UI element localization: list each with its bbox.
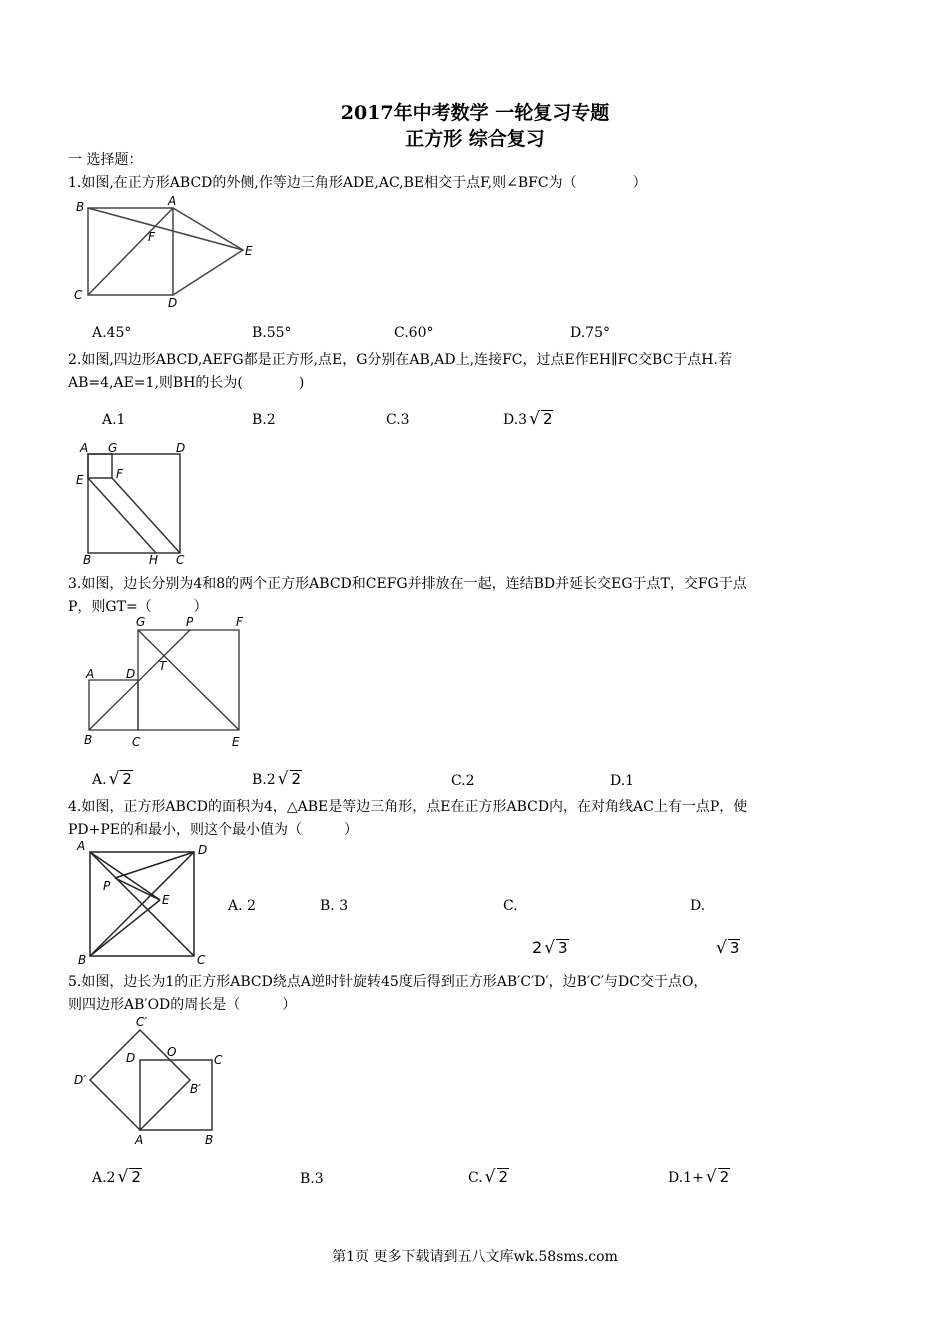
q1-label-e: E <box>245 244 253 258</box>
question-3-option-b[interactable] <box>252 766 302 789</box>
question-3-figure <box>72 612 257 752</box>
sqrt-sign-icon: √ <box>108 769 120 789</box>
q3-line-ge <box>138 630 239 730</box>
q3-label-g: G <box>136 615 146 629</box>
question-3-option-d[interactable]: D.1 <box>610 773 635 789</box>
question-3-stem-line-2: P，则GT=（ ） <box>68 599 208 615</box>
question-4-option-c-coefficient: 2 <box>532 938 543 957</box>
q5-label-c-prime: C′ <box>136 1015 148 1029</box>
question-5-option-d-label: D.1+ <box>668 1170 704 1186</box>
question-5-stem-line-1: 5.如图，边长为1的正方形ABCD绕点A逆时针旋转45度后得到正方形AB′C′D′，边B′C′与DC交于点O， <box>68 974 708 990</box>
question-4-figure <box>70 838 220 966</box>
sqrt-sign-icon: √ <box>277 769 289 789</box>
question-3-option-a[interactable] <box>92 766 133 789</box>
q1-label-c: C <box>74 288 83 302</box>
question-1-figure <box>68 195 268 310</box>
sqrt-sign-icon: √ <box>484 1167 496 1187</box>
question-5-stem-line-2: 则四边形AB′OD的周长是（ ） <box>68 997 297 1013</box>
sqrt-sign-icon: √ <box>705 1167 717 1187</box>
question-1-option-d[interactable]: D.75° <box>570 325 610 341</box>
sqrt-sign-icon: √ <box>544 938 556 958</box>
question-1-option-a[interactable]: A.45° <box>92 325 132 341</box>
question-2-figure <box>70 440 200 565</box>
question-5-option-d[interactable] <box>668 1164 730 1187</box>
question-4-option-b[interactable]: B. 3 <box>320 898 349 914</box>
q4-label-c: C <box>197 953 206 966</box>
q4-label-a: A <box>77 839 86 853</box>
question-5-option-d-radicand: 2 <box>719 1168 730 1186</box>
q4-label-p: P <box>103 879 111 893</box>
q4-label-e: E <box>162 893 170 907</box>
sqrt-sign-icon: √ <box>716 938 727 958</box>
question-2-option-d-radicand: 2 <box>542 410 553 428</box>
page-footer: 第1页 更多下载请到五八文库wk.58sms.com <box>332 1249 618 1265</box>
question-1-option-b[interactable]: B.55° <box>252 325 292 341</box>
q1-label-f: F <box>148 230 155 244</box>
q1-label-b: B <box>76 200 85 214</box>
q5-label-b: B <box>205 1133 214 1147</box>
question-4-option-c-value[interactable] <box>532 938 569 958</box>
q2-label-b: B <box>83 553 92 565</box>
question-2-option-b[interactable]: B.2 <box>252 412 276 428</box>
q1-label-d: D <box>168 296 178 310</box>
q5-label-c: C <box>214 1053 223 1067</box>
question-3-stem-line-1: 3.如图，边长分别为4和8的两个正方形ABCD和CEFG并排放在一起，连结BD并延长交EG于点T，交FG于点 <box>68 576 747 592</box>
q2-label-d: D <box>176 441 186 455</box>
q1-line-ac <box>88 208 173 295</box>
page-subtitle: 正方形 综合复习 <box>405 128 545 150</box>
question-3-option-c[interactable]: C.2 <box>451 773 475 789</box>
q4-label-b: B <box>78 953 87 966</box>
q2-label-h: H <box>149 553 159 565</box>
question-1-option-c[interactable]: C.60° <box>394 325 434 341</box>
q3-label-c: C <box>132 735 141 749</box>
question-2-option-c[interactable]: C.3 <box>386 412 410 428</box>
question-4-option-d-value[interactable] <box>714 938 740 958</box>
question-1-stem: 1.如图,在正方形ABCD的外侧,作等边三角形ADE,AC,BE相交于点F,则∠BFC为（ ） <box>68 175 647 191</box>
q4-line-pe <box>115 878 160 900</box>
q3-label-f: F <box>236 615 243 629</box>
question-2-option-a[interactable]: A.1 <box>102 412 126 428</box>
q3-label-e: E <box>232 735 240 749</box>
question-2-stem-line-2: AB=4,AE=1,则BH的长为( ) <box>68 375 305 391</box>
q1-label-a: A <box>168 195 177 208</box>
question-5-figure <box>72 1010 232 1148</box>
q2-label-a: A <box>80 441 89 455</box>
question-5-option-a-radicand: 2 <box>131 1168 141 1186</box>
question-3-option-b-radicand: 2 <box>291 770 302 788</box>
q2-label-e: E <box>76 473 84 487</box>
question-5-option-c[interactable] <box>468 1164 509 1187</box>
q3-label-d: D <box>126 667 136 681</box>
question-5-option-a-label: A.2 <box>92 1170 116 1186</box>
q3-label-t: T <box>159 659 167 673</box>
question-4-option-d[interactable]: D. <box>690 898 706 914</box>
q1-triangle-sides <box>173 208 243 295</box>
question-5-option-b[interactable]: B.3 <box>300 1171 324 1187</box>
q2-label-f: F <box>116 467 123 481</box>
q4-line-be <box>90 900 160 956</box>
q1-line-be <box>88 208 243 250</box>
q2-square-aefg <box>88 454 112 478</box>
question-2-option-d[interactable] <box>503 404 553 429</box>
q5-label-d: D <box>126 1051 136 1065</box>
q4-label-d: D <box>198 843 208 857</box>
question-3-option-b-label: B.2 <box>252 772 276 788</box>
sqrt-sign-icon: √ <box>117 1167 129 1187</box>
q3-label-a: A <box>86 667 95 681</box>
q5-label-b-prime: B′ <box>190 1082 201 1096</box>
question-2-stem-line-1: 2.如图,四边形ABCD,AEFG都是正方形,点E，G分别在AB,AD上,连接FC，过点E作EH∥FC交BC于点H.若 <box>68 352 732 368</box>
q5-label-a: A <box>135 1133 144 1147</box>
q4-line-ae <box>90 852 160 900</box>
question-5-option-a[interactable] <box>92 1164 142 1187</box>
question-4-option-c-radicand: 3 <box>558 939 568 957</box>
q5-label-d-prime: D′ <box>74 1073 86 1087</box>
q2-label-c: C <box>176 553 185 565</box>
section-heading: 一 选择题： <box>68 152 143 168</box>
q3-label-p: P <box>186 615 194 629</box>
q5-label-o: O <box>167 1045 177 1059</box>
question-4-stem-line-2: PD+PE的和最小，则这个最小值为（ ） <box>68 822 359 838</box>
question-5-option-c-radicand: 2 <box>498 1168 509 1186</box>
sqrt-sign-icon: √ <box>529 409 540 429</box>
page-title: 2017年中考数学 一轮复习专题 <box>340 102 610 124</box>
question-2-option-d-label: D.3 <box>503 412 528 428</box>
question-3-option-a-radicand: 2 <box>122 770 132 788</box>
q4-line-dp <box>115 852 194 878</box>
q3-label-b: B <box>84 733 93 747</box>
question-3-option-a-label: A. <box>92 772 107 788</box>
question-4-option-c[interactable]: C. <box>503 898 518 914</box>
question-4-stem-line-1: 4.如图，正方形ABCD的面积为4，△ABE是等边三角形，点E在正方形ABCD内，在对角线AC上有一点P，使 <box>68 799 748 815</box>
question-4-option-d-radicand: 3 <box>729 939 740 957</box>
question-4-option-a[interactable]: A. 2 <box>228 898 256 914</box>
q2-label-g: G <box>108 441 118 455</box>
question-5-option-c-label: C. <box>468 1170 483 1186</box>
